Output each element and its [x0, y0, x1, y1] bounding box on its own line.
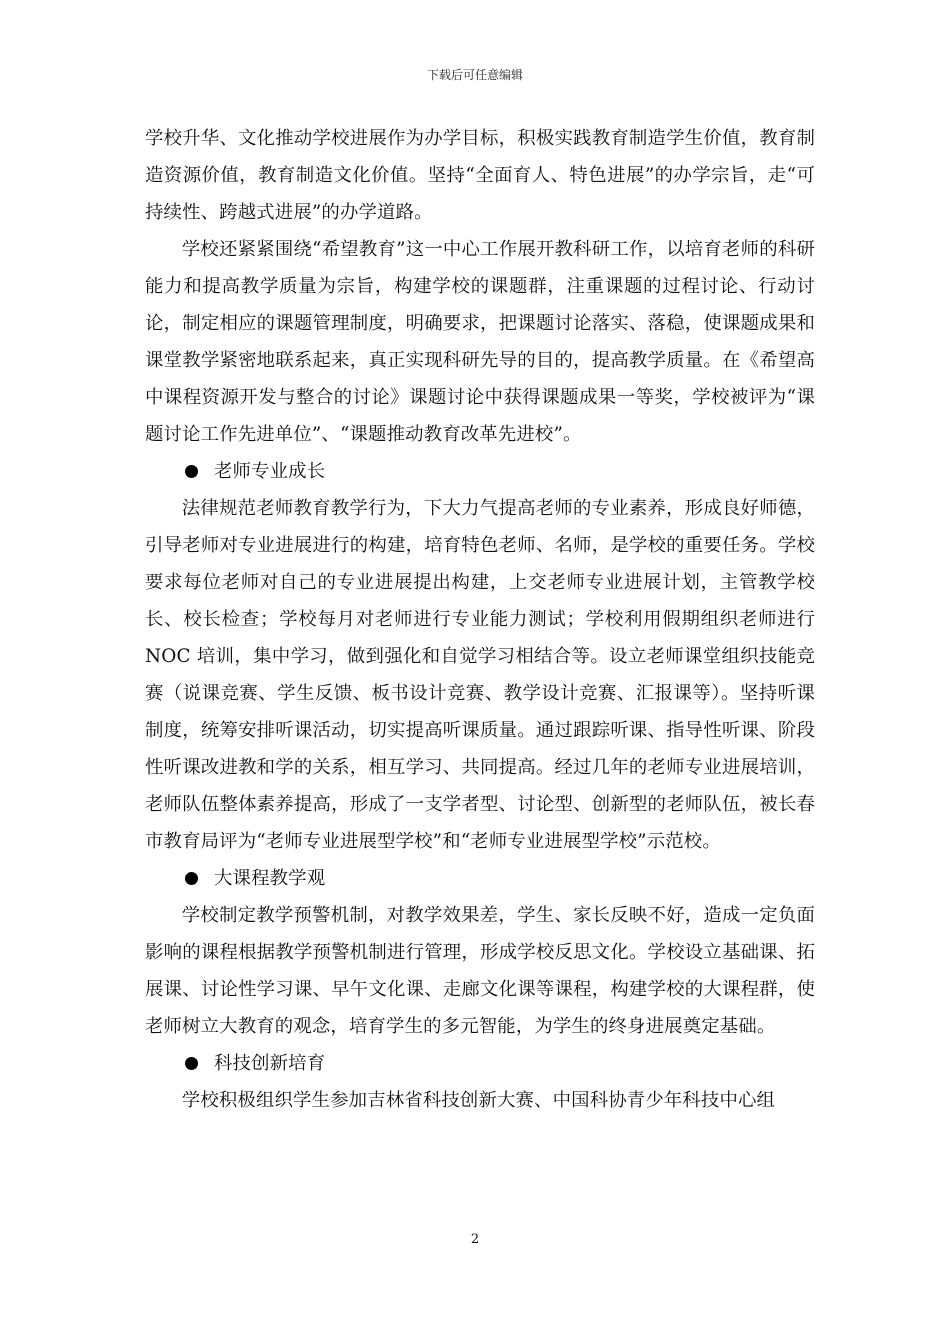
bullet-heading-text: 科技创新培育	[214, 1053, 326, 1074]
bullet-heading-text: 大课程教学观	[214, 868, 326, 889]
page-header: 下载后可任意编辑	[426, 68, 523, 82]
bullet-heading-curriculum	[145, 860, 815, 897]
bullet-dot-icon	[185, 1057, 198, 1070]
bullet-dot-icon	[185, 872, 198, 885]
bullet-heading-teacher-growth	[145, 453, 815, 490]
paragraph-continuation: 学校升华、文化推动学校进展作为办学目标，积极实践教育制造学生价值，教育制造资源价值，教育制造文化价值。坚持“全面育人、特色进展”的办学宗旨，走“可持续性、跨越式进展”的办学道路。	[145, 128, 815, 223]
paragraph-research: 学校还紧紧围绕“希望教育”这一中心工作展开教科研工作，以培育老师的科研能力和提高教学质量为宗旨，构建学校的课题群，注重课题的过程讨论、行动讨论，制定相应的课题管理制度，明确要求，把课题讨论落实、落稳，使课题成果和课堂教学紧密地联系起来，真正实现科研先导的目的，提高教学质量。在《希望高中课程资源开发与整合的讨论》课题讨论中获得课题成果一等奖，学校被评为“课题讨论工作先进单位”、“课题推动教育改革先进校”。	[145, 239, 815, 445]
bullet-dot-icon	[185, 465, 198, 478]
bullet-heading-text: 老师专业成长	[214, 461, 326, 482]
bullet-heading-innovation	[145, 1045, 815, 1082]
paragraph-innovation: 学校积极组织学生参加吉林省科技创新大赛、中国科协青少年科技中心组	[181, 1090, 776, 1111]
paragraph-curriculum: 学校制定教学预警机制，对教学效果差，学生、家长反映不好，造成一定负面影响的课程根据教学预警机制进行管理，形成学校反思文化。学校设立基础课、拓展课、讨论性学习课、早午文化课、走廊文化课等课程，构建学校的大课程群，使老师树立大教育的观念，培育学生的多元智能，为学生的终身进展奠定基础。	[145, 905, 815, 1037]
document-body	[145, 120, 815, 1119]
paragraph-teacher-growth: 法律规范老师教育教学行为，下大力气提高老师的专业素养，形成良好师德，引导老师对专业进展进行的构建，培育特色老师、名师，是学校的重要任务。学校要求每位老师对自己的专业进展提出构建，上交老师专业进展计划，主管教学校长、校长检查；学校每月对老师进行专业能力测试；学校利用假期组织老师进行 NOC 培训，集中学习，做到强化和自觉学习相结合等。设立老师课堂组织技能竞赛（说课竞赛、学生反馈、板书设计竞赛、教学设计竞赛、汇报课等）。坚持听课制度，统筹安排听课活动，切实提高听课质量。通过跟踪听课、指导性听课、阶段性听课改进教和学的关系，相互学习、共同提高。经过几年的老师专业进展培训，老师队伍整体素养提高，形成了一支学者型、讨论型、创新型的老师队伍，被长春市教育局评为“老师专业进展型学校”和“老师专业进展型学校”示范校。	[145, 498, 815, 852]
page-number: 2	[470, 1232, 480, 1247]
